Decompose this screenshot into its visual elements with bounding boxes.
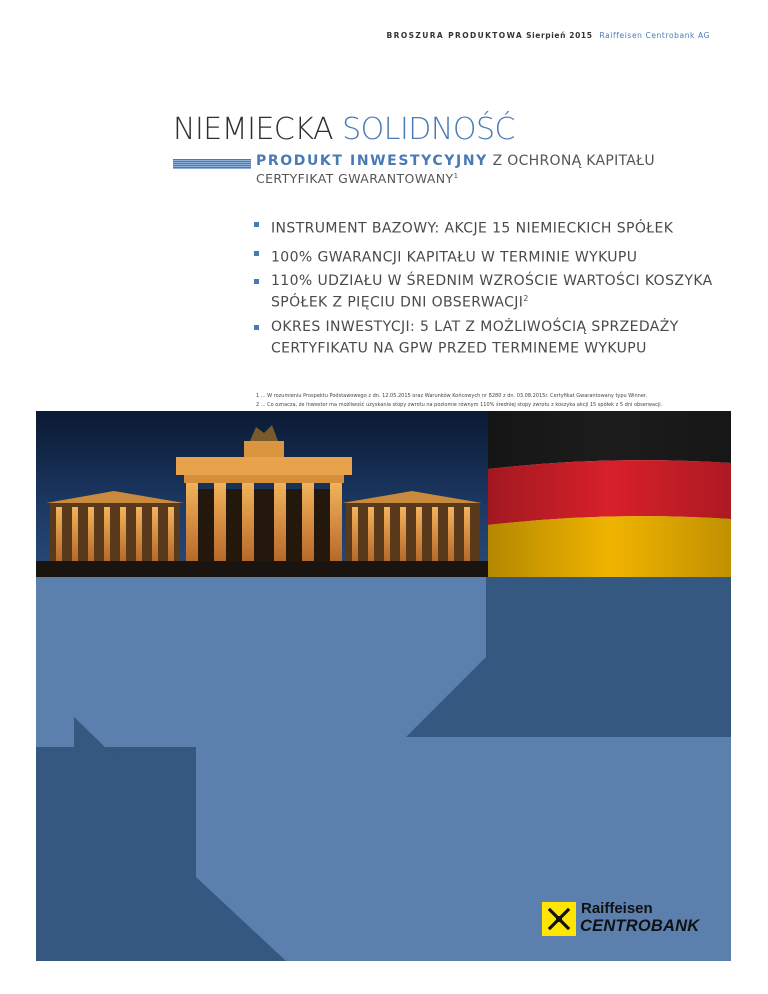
german-flag-image <box>488 411 731 577</box>
feature-footnote-ref: 2 <box>523 294 529 304</box>
bullet-square-icon <box>254 325 259 330</box>
feature-text: 110% UDZIAŁU W ŚREDNIM WZROŚCIE WARTOŚCI KOSZYKA SPÓŁEK Z PIĘCIU DNI OBSERWACJI <box>271 273 713 311</box>
feature-text: OKRES INWESTYCJI: 5 LAT Z MOŻLIWOŚCIĄ SPRZEDAŻY CERTYFIKATU NA GPW PRZED TERMINEME WYKUPU <box>271 318 679 357</box>
raiffeisen-gable-cross-icon <box>542 902 576 936</box>
feature-text: INSTRUMENT BAZOWY: AKCJE 15 NIEMIECKICH SPÓŁEK <box>271 220 674 237</box>
page-title <box>173 112 515 147</box>
accent-bar <box>173 159 251 169</box>
certificate-text: CERTYFIKAT GWARANTOWANY <box>256 171 454 186</box>
feature-item <box>254 319 724 358</box>
subtitle <box>256 153 655 169</box>
feature-item <box>254 273 724 312</box>
feature-text: 100% GWARANCJI KAPITAŁU W TERMINIE WYKUPU <box>271 249 638 266</box>
footnote-2: 2 ... Co oznacza, że Inwestor ma możliwość uzyskania stopy zwrotu na poziomie równym 110% średniej stopy zwrotu z koszyka akcji 15 spółek z 5 dni obserwacji. <box>256 402 663 408</box>
page-header <box>387 31 710 40</box>
header-company: Raiffeisen Centrobank AG <box>599 31 710 40</box>
footnote-1: 1 ... W rozumieniu Prospektu Podstawowego z dn. 12.05.2015 oraz Warunków Końcowych nr 8280 z dn. 03.08.2015r. Certyfikat Gwarantowany typu Winner. <box>256 393 648 399</box>
header-brochure: BROSZURA PRODUKTOWA <box>386 31 524 40</box>
logo-line2: CENTROBANK <box>580 917 700 935</box>
subtitle-bold: PRODUKT INWESTYCYJNY <box>256 153 488 169</box>
bullet-square-icon <box>254 279 259 284</box>
certificate-type <box>256 171 458 186</box>
logo-line1: Raiffeisen <box>581 900 653 917</box>
feature-item <box>254 245 724 267</box>
footnotes <box>256 392 718 410</box>
title-part2: SOLIDNOŚĆ <box>342 112 515 147</box>
title-part1: NIEMIECKA <box>173 112 343 147</box>
header-date: Sierpień 2015 <box>526 31 593 40</box>
bullet-square-icon <box>254 251 259 256</box>
feature-item <box>254 216 724 238</box>
feature-list <box>254 216 724 365</box>
raiffeisen-centrobank-logo <box>542 902 720 936</box>
bullet-square-icon <box>254 222 259 227</box>
certificate-footnote-ref: 1 <box>453 171 459 180</box>
brandenburg-gate-photo <box>36 411 488 577</box>
subtitle-rest: Z OCHRONĄ KAPITAŁU <box>487 153 655 169</box>
